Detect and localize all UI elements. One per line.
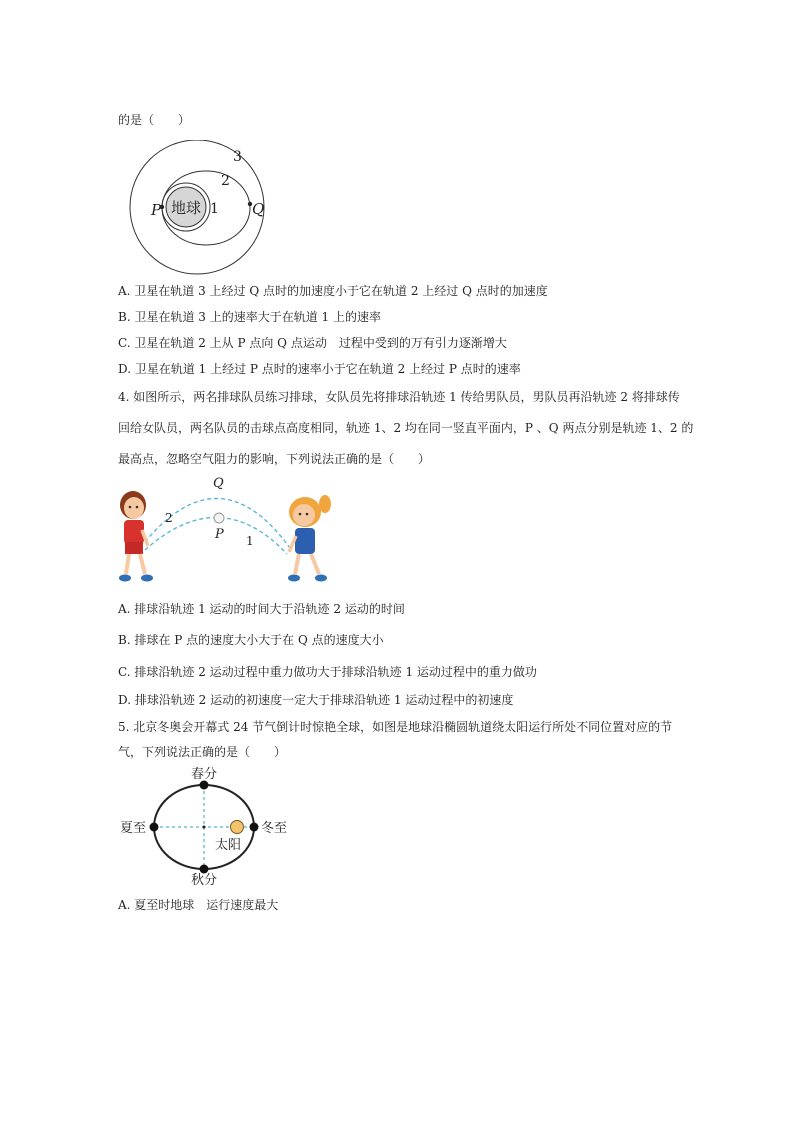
label-p: P xyxy=(215,527,224,542)
q5-option-a: A. 夏至时地球 运行速度最大 xyxy=(118,898,279,912)
girl-player-image xyxy=(288,495,331,582)
label-summer: 夏至 xyxy=(119,821,146,836)
q3-option-a: A. 卫星在轨道 3 上经过 Q 点时的加速度小于它在轨道 2 上经过 Q 点时的加速度 xyxy=(118,284,548,298)
q4-option-b: B. 排球在 P 点的速度大小大于在 Q 点的速度大小 xyxy=(118,633,384,647)
earth-label: 地球 xyxy=(170,199,202,217)
orbit-1-label: 1 xyxy=(210,201,219,217)
q3-option-b: B. 卫星在轨道 3 上的速率大于在轨道 1 上的速率 xyxy=(118,310,381,324)
earth-summer-dot xyxy=(150,823,159,832)
point-q-label: Q xyxy=(252,200,265,218)
boy-player-image xyxy=(119,491,153,582)
q5-stem-line-1: 5. 北京冬奥会开幕式 24 节气倒计时惊艳全球，如图是地球沿椭圆轨道绕太阳运行所处不同位置对应的节 xyxy=(118,720,673,734)
q4-option-d: D. 排球沿轨迹 2 运动的初速度一定大于排球沿轨迹 1 运动过程中的初速度 xyxy=(118,693,514,707)
q3-stem-tail: 的是（ ） xyxy=(118,113,191,127)
label-winter: 冬至 xyxy=(261,821,288,836)
label-track-2: 2 xyxy=(165,511,173,525)
label-spring: 春分 xyxy=(190,767,218,782)
orbit-diagram xyxy=(115,140,295,280)
q4-stem-line-1: 4. 如图所示，两名排球队员练习排球，女队员先将排球沿轨迹 1 传给男队员，男队员再沿轨迹 2 将排球传 xyxy=(118,390,680,404)
volleyball-figure xyxy=(115,470,345,592)
q4-option-a: A. 排球沿轨迹 1 运动的时间大于沿轨迹 2 运动的时间 xyxy=(118,602,405,616)
point-p-label: P xyxy=(151,201,162,219)
q4-option-c: C. 排球沿轨迹 2 运动过程中重力做功大于排球沿轨迹 1 运动过程中的重力做功 xyxy=(118,665,537,679)
q5-stem-line-2: 气，下列说法正确的是（ ） xyxy=(118,745,287,759)
center-dot xyxy=(203,826,206,829)
q3-option-c: C. 卫星在轨道 2 上从 P 点向 Q 点运动 过程中受到的万有引力逐渐增大 xyxy=(118,336,507,350)
label-autumn: 秋分 xyxy=(190,873,218,888)
label-q: Q xyxy=(213,476,224,491)
q4-stem-line-3: 最高点，忽略空气阻力的影响，下列说法正确的是（ ） xyxy=(118,452,431,466)
q3-option-d: D. 卫星在轨道 1 上经过 P 点时的速率小于它在轨道 2 上经过 P 点时的速率 xyxy=(118,362,521,376)
q4-stem-line-2: 回给女队员，两名队员的击球点高度相同，轨迹 1、2 均在同一竖直平面内，P 、Q 两点分别是轨迹 1、2 的 xyxy=(118,421,694,435)
orbit-2-label: 2 xyxy=(221,173,230,189)
orbit-3-label: 3 xyxy=(233,149,242,165)
earth-winter-dot xyxy=(250,823,259,832)
sun-image xyxy=(231,821,244,834)
label-sun: 太阳 xyxy=(214,838,242,853)
solar-terms-diagram xyxy=(115,765,305,890)
label-track-1: 1 xyxy=(246,534,254,548)
ball-at-p xyxy=(214,513,224,523)
